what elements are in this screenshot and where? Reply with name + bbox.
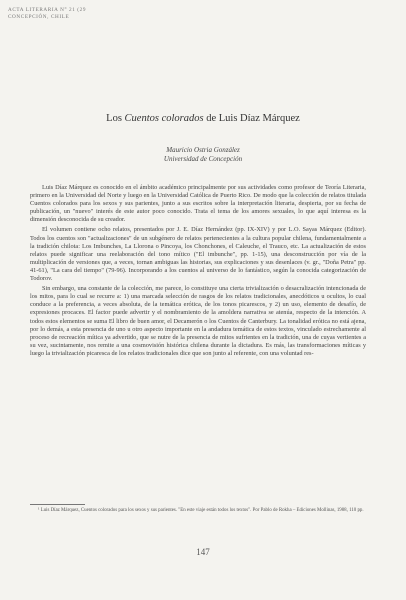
- author-block: [0, 146, 406, 163]
- footnote-rule: [30, 504, 85, 505]
- author-name: Mauricio Ostria González: [166, 146, 240, 154]
- article-body: [30, 184, 366, 360]
- footnote: ¹ Luis Díaz Márquez, Cuentos colorados para los sexos y sus parientes. "En este viaje están todos los textos". Por Pablo de Rokha – Ediciones Mollinas, 1988, 110 pp.: [38, 508, 364, 513]
- title-italic: Cuentos colorados: [124, 113, 204, 124]
- title-prefix: Los: [106, 113, 122, 124]
- article-title: [0, 113, 406, 124]
- header-journal: ACTA LITERARIA N° 21 (29: [8, 7, 87, 13]
- body-paragraph: El volumen contiene ocho relatos, presentados por J. E. Díaz Hernández (pp. IX-XIV) y por L.O. Sayas Márquez (Editor). Todos los cuentos son "actualizaciones" de un subgénero de relatos pertenecientes a la cultura popular chilena, fundamentalmente a la tradición chilota: Los Imbunches, La Llorona o Pincoya, los Chonchones, el Caleuche, el Trauco, etc. La actualización de estos relatos puede significar una reelaboración del tono mítico ("El imbunche", pp. 1-15), una desconstrucción por vía de la multiplicación de versiones que, a veces, tornan ambiguas las historias, sus explicaciones y sus desenlaces (v. gr., "Doña Petra" pp. 41-61), "La cara del tiempo" (79-96). Incorporando a los cuentos al universo de lo fantástico, según la conocida categorización de Todorov.: [30, 226, 366, 283]
- header-place: CONCEPCIÓN, CHILE: [8, 14, 70, 20]
- title-suffix: de Luis Díaz Márquez: [206, 113, 300, 124]
- author-affiliation: Universidad de Concepción: [163, 154, 243, 163]
- body-paragraph: Luis Díaz Márquez es conocido en el ámbito académico principalmente por sus actividades como profesor de Teoría Literaria, primero en la Universidad del Norte y luego en la Universidad Católica de Puerto Rico. De modo que la colección de relatos titulada Cuentos colorados para los sexos y sus parientes, junto a sus escritos sobre la interpretación literaria, despierta, por su fecha de publicación, un "nuevo" interés de este autor poco conocido. Trata el tema de los amores sexuales, lo que aquí interesa es la dimensión desconocida de su creador.: [30, 184, 366, 224]
- body-paragraph: Sin embargo, una constante de la colección, me parece, lo constituye una cierta trivialización o desacralización intencionada de los mitos, para lo cual se recurre a: 1) una marcada selección de rasgos de los relatos tradicionales, anecdóticos u ocultos, lo cual conduce a la preferencia, a veces absoluta, de la temática erótica, de los tonos picarescos, y 2) un uso, elemento de desafío, de expresiones procaces. El factor puede advertir y el nombramiento de la amoldera narrativa se atenúa, respecto de la intención. A todos estos elementos se suma El libro de buen amor, el Decamerón o los Cuentos de Canterbury. La tonalidad erótica no está ajena, por lo demás, a esta presencia de uno u otro aspecto importante en la andadura temática de estos textos, vinculado estrechamente al proceso de recreación mítica ya advertido, que se nutre de la presencia de mitos sufrientes en la tradición, una de cuyas vertientes a su vez, sucintamente, nos remite a una cosmovisión histórica chilena durante la dictadura. Es más, las transformaciones míticas y luego la trivialización picaresca de los relatos tradicionales dice que son junto al referente, con una voluntad res-: [30, 285, 366, 357]
- page-number: 147: [196, 547, 210, 557]
- running-header: [8, 7, 86, 21]
